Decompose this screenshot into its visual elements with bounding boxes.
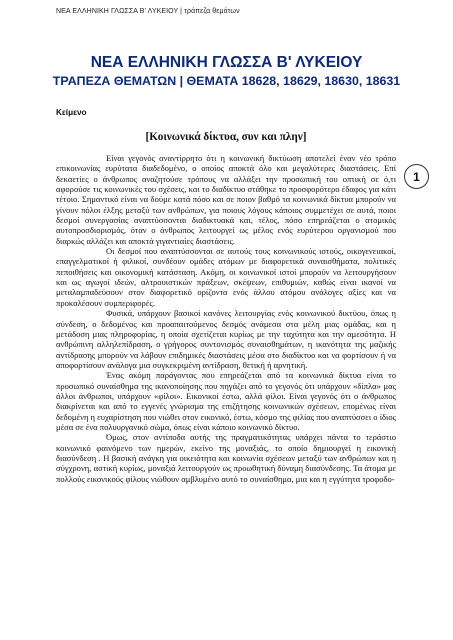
paragraph: Είναι γεγονός αναντίρρητο ότι η κοινωνική δικτύωση αποτελεί έναν νέο τρόπο επικοινωνίας ευρύτατα διαδεδομένο, ο οποίος αποκτά όλο και μεγαλύτερες διαστάσεις. Επί δεκαετίες ο άνθρωπος αναζητούσε τρόπους να αλλάξει την προσωπική του οπτική σε ό,τι αφορούσε τις κοινωνικές του σχέσεις, και το διαδίκτυο στάθηκε το προσφορότερο έδαφος για κάτι τέτοιο. Σημαντικό είναι να δούμε κατά πόσο και σε ποιον βαθμό τα κοινωνικά δίκτυα μπορούν να γίνουν πόλοι έλξης μεταξύ των ανθρώπων, για ποιους λόγους κάποιος συμμετέχει σε αυτά, ποιοι δεσμοί συνεργασίας αναπτύσσονται διαδικτυακά και, τέλος, πόσο επηρεάζεται ο ατομικός αυτοπροσδιορισμός, όταν ο άνθρωπος λειτουργεί ως μέλος ενός ευρύτερου οργανισμού που διαρκώς αλλάζει και αποκτά γιγαντιαίες διαστάσεις. xyxy=(56,153,396,246)
running-head: ΝΕΑ ΕΛΛΗΝΙΚΗ ΓΛΩΣΣΑ Β' ΛΥΚΕΙΟΥ | τράπεζα θεμάτων xyxy=(56,8,240,15)
paragraph: Ένας ακόμη παράγοντας που επηρεάζεται από τα κοινωνικά δίκτυα είναι το προσωπικό συναίσθημα της ικανοποίησης που πηγάζει από το γεγονός ότι υπάρχουν «δίπλα» μας άλλοι άνθρωποι, υπάρχουν «φίλοι». Εικονικοί έστω, αλλά φίλοι. Είναι γεγονός ότι ο άνθρωπος διακρίνεται και από το εγγενές γνώρισμα της επιζήτησης κοινωνικών σχέσεων, επομένως είναι δεδομένη η ευχαρίστηση που νιώθει στον εικονικό, έστω, κόσμο της φιλίας που αναπτύσσει ο ίδιος μέσα σε ένα πολυυργανικό σώμα, όπως είναι κάποιο κοινωνικό δίκτυο. xyxy=(56,370,396,432)
title-block xyxy=(0,53,453,89)
document-subtitle: ΤΡΑΠΕΖΑ ΘΕΜΑΤΩΝ | ΘΕΜΑΤΑ 18628, 18629, 18630, 18631 xyxy=(52,74,401,88)
paragraph: Οι δεσμοί που αναπτύσσονται σε αυτούς τους κοινωνικούς ιστούς, οικογενειακοί, επαγγελματικοί ή φιλικοί, συνδέουν ομάδες ατόμων με διαφορετικά συναισθήματα, πολιτικές πεποιθήσεις και οικονομική κατάσταση. Ακόμη, οι κοινωνικοί ιστοί μπορούν να λειτουργήσουν και ως αγωγοί ιδεών, αλτρουιστικών πράξεων, σκέψεων, επιθυμιών, καθώς είναι ικανοί να μεταλαμπαδεύσουν στον διαφορετικό ορίζοντα ενός άλλου ατόμου ανάλογες αξίες και να προκαλέσουν συμπεριφορές. xyxy=(56,246,396,308)
page-number-badge: 1 xyxy=(404,164,429,189)
paragraph: Φυσικά, υπάρχουν βασικοί κανόνες λειτουργίας ενός κοινωνικού δικτύου, όπως η σύνδεση, ο δεδομένος και προαπαιτούμενος δεσμός ανάμεσα στα μέλη μιας ομάδας, και η μετάδοση μιας πληροφορίας, η οποία σχετίζεται κυρίως με την ταχύτητα και την αμεσότητα. Η ανθρώπινη αλληλεπίδραση, ο γρήγορος συντονισμός συναισθημάτων, η ικανότητα της μαζικής αντίδρασης μπορούν να λάβουν επιδημικές διαστάσεις μέσα στο διαδίκτυο και να φορτίσουν ή να αποφορτίσουν ανάλογα μια συγκεκριμένη αντίδραση, θετική ή αρνητική. xyxy=(56,308,396,370)
text-heading: [Κοινωνικά δίκτυα, συν και πλην] xyxy=(145,131,307,143)
body-text xyxy=(56,153,396,484)
document-title: ΝΕΑ ΕΛΛΗΝΙΚΗ ΓΛΩΣΣΑ Β' ΛΥΚΕΙΟΥ xyxy=(90,54,363,71)
paragraph: Όμως, στον αντίποδα αυτής της πραγματικότητας υπάρχει πάντα το τεράστιο κοινωνικό φαινόμενο των ημερών, εκείνο της μοναξιάς, το οποίο δημιουργεί η εικονική διασύνδεση . Η βασική ανάγκη για οικειότητα και κοινωνία σχέσεων μεταξύ των ανθρώπων και η σύγχρονη, αστική κυρίως, μοναξιά λειτουργούν ως προωθητική δύναμη διασύνδεσης. Τα άτομα με πολλούς εικονικούς φίλους νιώθουν αμβλυμένο αυτό το συναίσθημα, μια και η εγγύτητα τροφοδο- xyxy=(56,432,396,484)
section-label: Κείμενο xyxy=(56,108,87,117)
